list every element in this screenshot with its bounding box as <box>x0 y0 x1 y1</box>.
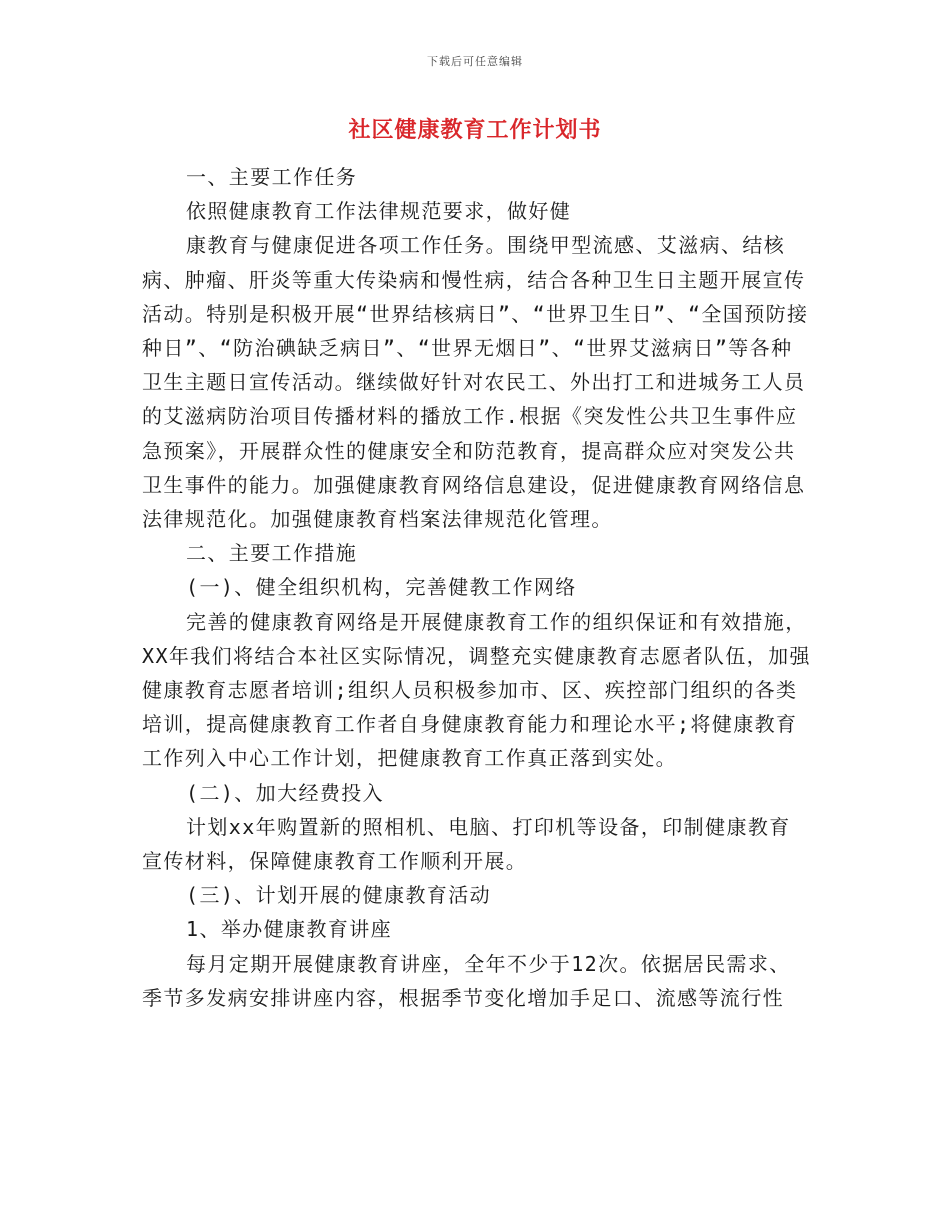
subheading-3: (三)、计划开展的健康教育活动 <box>186 883 492 908</box>
section-heading-2: 二、主要工作措施 <box>186 541 358 566</box>
paragraph-network: 完善的健康教育网络是开展健康教育工作的组织保证和有效措施，XX年我们将结合本社区实际情况，调整充实健康教育志愿者队伍，加强健康教育志愿者培训;组织人员积极参加市、区、疾控部门组织的各类培训，提高健康教育工作者自身健康教育能力和理论水平;将健康教育工作列入中心工作计划，把健康教育工作真正落到实处。 <box>142 609 811 771</box>
subheading-1: (一)、健全组织机构，完善健教工作网络 <box>186 575 577 600</box>
section-heading-1: 一、主要工作任务 <box>186 165 358 189</box>
paragraph-intro: 依照健康教育工作法律规范要求，做好健 <box>186 199 572 224</box>
subheading-2: (二)、加大经费投入 <box>186 780 385 805</box>
list-item-lectures: 1、举办健康教育讲座 <box>186 917 393 942</box>
paragraph-tasks: 康教育与健康促进各项工作任务。围绕甲型流感、艾滋病、结核病、肿瘤、肝炎等重大传染病和慢性病，结合各种卫生日主题开展宣传活动。特别是积极开展“世界结核病日”、“世界卫生日”、“全国预防接种日”、“防治碘缺乏病日”、“世界无烟日”、“世界艾滋病日”等各种卫生主题日宣传活动。继续做好针对农民工、外出打工和进城务工人员的艾滋病防治项目传播材料的播放工作.根据《突发性公共卫生事件应急预案》，开展群众性的健康安全和防范教育，提高群众应对突发公共卫生事件的能力。加强健康教育网络信息建设，促进健康教育网络信息法律规范化。加强健康教育档案法律规范化管理。 <box>142 233 809 532</box>
paragraph-lectures: 每月定期开展健康教育讲座，全年不少于12次。依据居民需求、季节多发病安排讲座内容，根据季节变化增加手足口、流感等流行性 <box>142 951 791 1010</box>
header-note: 下载后可任意编辑 <box>427 55 523 68</box>
paragraph-funding: 计划xx年购置新的照相机、电脑、打印机等设备，印制健康教育宣传材料，保障健康教育工作顺利开展。 <box>142 814 791 874</box>
document-title: 社区健康教育工作计划书 <box>348 117 602 143</box>
document-body <box>142 160 812 1015</box>
